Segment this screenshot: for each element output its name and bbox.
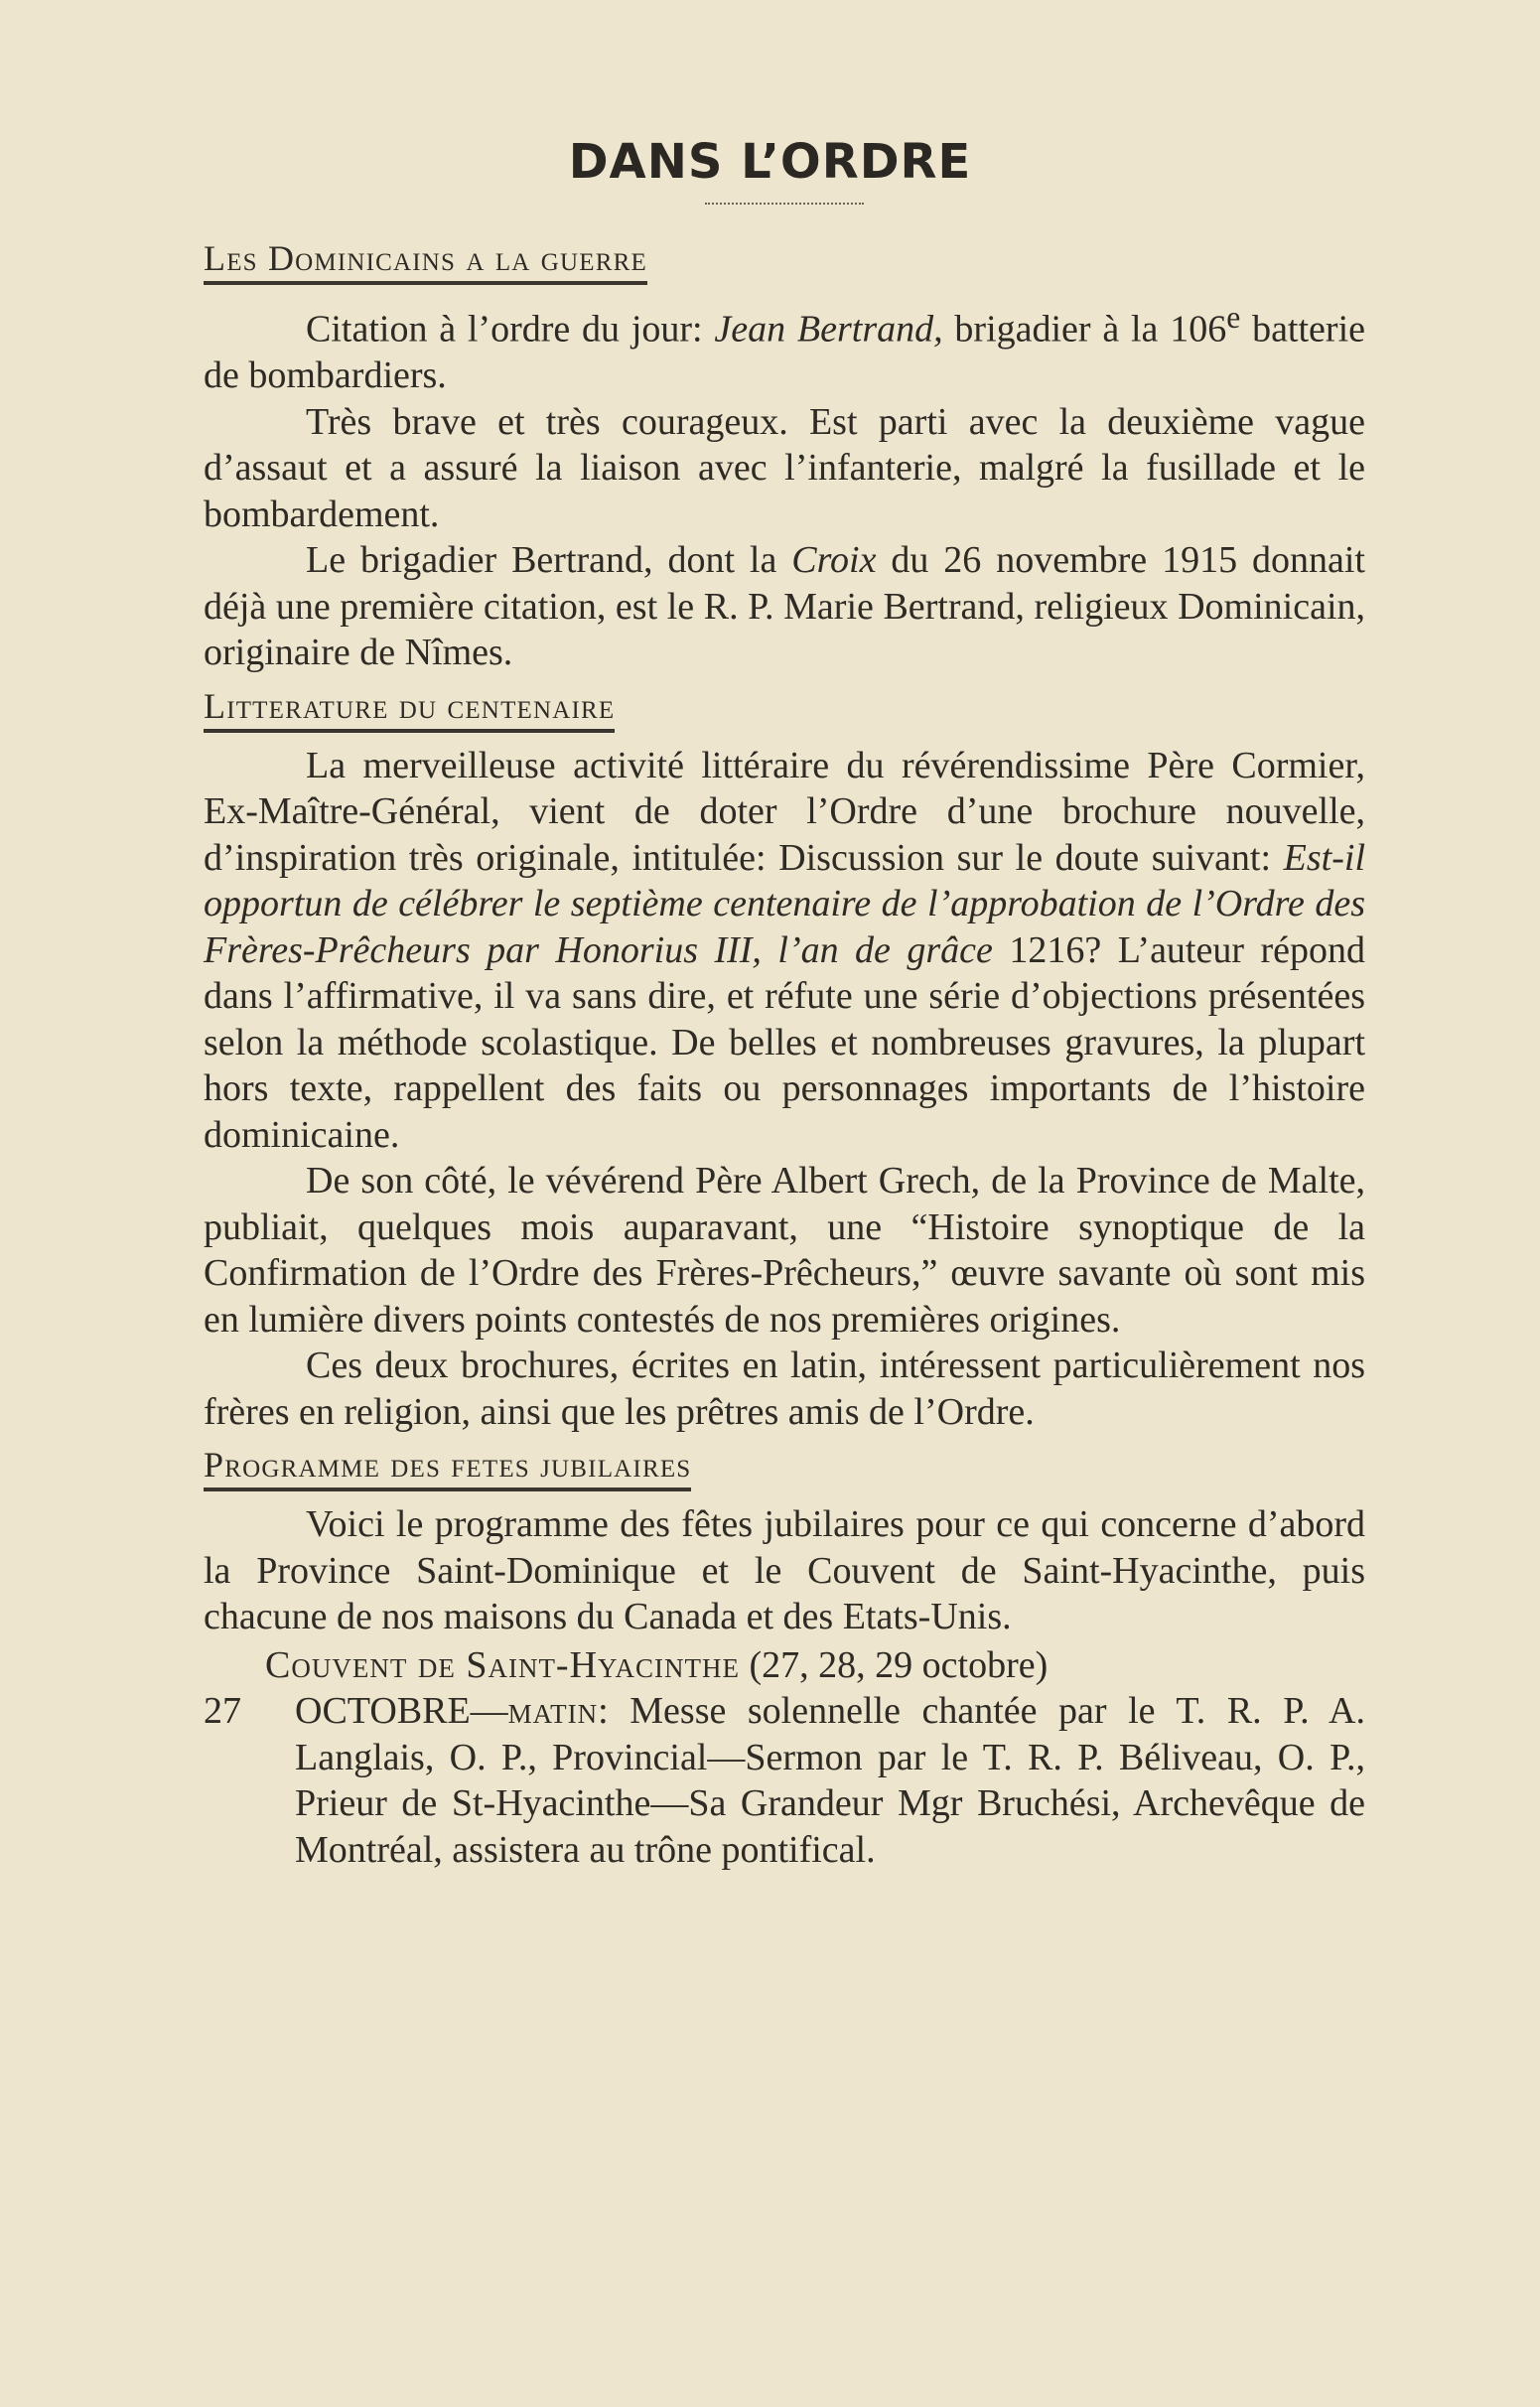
couvent-dates: (27, 28, 29 octobre) — [740, 1643, 1049, 1686]
ordinal-superscript: e — [1226, 300, 1241, 335]
subheading-couvent — [204, 1642, 1365, 1689]
text-column — [204, 228, 1365, 1873]
cormier-text-cont: 1216? L’auteur répond dans l’affirmative, il va sans dire, et réfute une série d’objections présentées selon la méthode scolastique. De belles et nombreuses gravures, la plupart hors texte, rappellent des faits ou personnages importants de l’histoire dominicaine. — [204, 928, 1365, 1156]
citation-text-cont: brigadier à la 106 — [942, 308, 1227, 351]
section-heading-dominicains: Les Dominicains a la guerre — [204, 238, 647, 285]
couvent-name: Couvent de Saint-Hyacinthe — [265, 1643, 741, 1686]
paragraph-bertrand — [204, 537, 1365, 676]
paragraph-citation-quote: Très brave et très courageux. Est parti avec la deuxième vague d’assaut et a assuré la liaison avec l’infanterie, malgré la fusillade et le bombardement. — [204, 400, 1365, 535]
cormier-text: La merveilleuse activité littéraire du révérendissime Père Cormier, Ex-Maître-Général, vient de doter l’Ordre d’une brochure nouvelle, d’inspiration très originale, intitulée: Discussion sur le doute suivant: — [204, 744, 1365, 879]
section-heading-litterature: Litterature du centenaire — [204, 686, 615, 733]
citation-text: Citation à l’ordre du jour: — [306, 308, 715, 351]
citation-name: Jean Bertrand, — [714, 308, 943, 351]
bertrand-text: Le brigadier Bertrand, dont la — [306, 539, 792, 582]
section-heading-programme: Programme des fetes jubilaires — [204, 1445, 691, 1491]
entry-day-number: 27 — [204, 1690, 241, 1733]
paragraph-grech: De son côté, le vévérend Père Albert Grech, de la Province de Malte, publiait, quelques mois auparavant, une “Histoire synoptique de la Confirmation de l’Ordre des Frères-Prêcheurs,” œuvre savante où sont mis en lumière divers points contestés de nos premières origines. — [204, 1160, 1365, 1341]
paragraph-programme: Voici le programme des fêtes jubilaires pour ce qui concerne d’abord la Province Saint-Dominique et le Couvent de Saint-Hyacinthe, puis chacune de nos maisons du Canada et des Etats-Unis. — [204, 1503, 1365, 1638]
entry-text: : Messe solennelle chantée par le T. R. P. A. Langlais, O. P., Provincial—Sermon par le T. R. P. Béliveau, O. P., Prieur de St-Hyacinthe—Sa Grandeur Mgr Bruchési, Archevêque de Montréal, assistera au trône pontifical. — [295, 1690, 1365, 1871]
program-entry-27-octobre — [204, 1688, 1365, 1873]
paragraph-citation — [204, 295, 1365, 399]
entry-time-of-day: matin — [507, 1690, 599, 1733]
cormier-italic-title: Est-il opportun de célébrer le septième centenaire de l’approbation de l’Ordre des Frères-Prêcheurs par Honorius III, l’an de grâce — [204, 836, 1365, 971]
croix-title: Croix — [791, 539, 877, 582]
paragraph-cormier — [204, 743, 1365, 1159]
bertrand-text-cont: du 26 novembre 1915 donnait déjà une première citation, est le R. P. Marie Bertrand, religieux Dominicain, originaire de Nîmes. — [204, 539, 1365, 674]
title-divider — [705, 203, 864, 205]
page-title: DANS L’ORDRE — [568, 134, 972, 190]
citation-text-end: batterie de bombardiers. — [204, 308, 1365, 397]
paragraph-brochures: Ces deux brochures, écrites en latin, intéressent particulièrement nos frères en religion, ainsi que les prêtres amis de l’Ordre. — [204, 1345, 1365, 1433]
entry-month: OCTOBRE— — [295, 1690, 508, 1733]
